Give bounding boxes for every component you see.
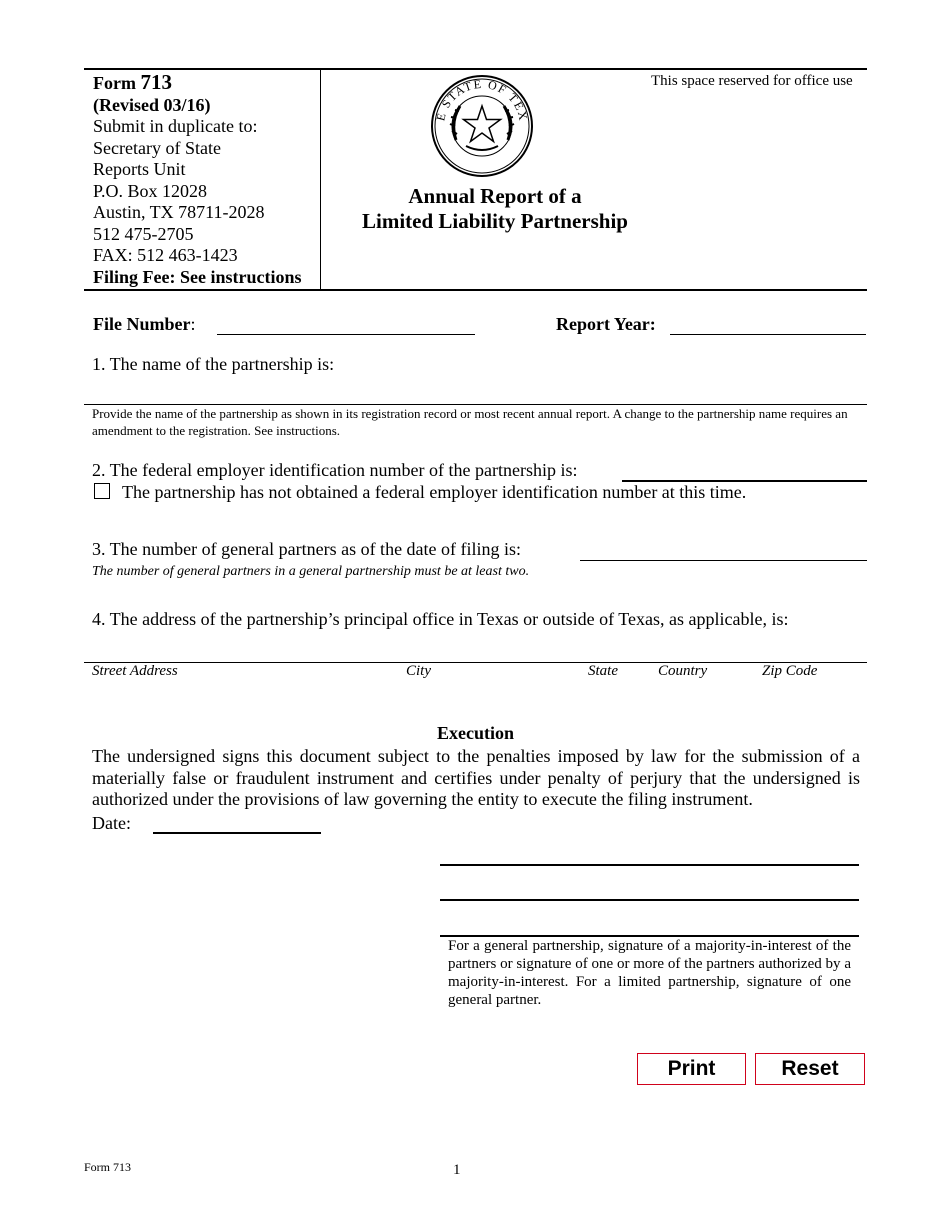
no-fein-label: The partnership has not obtained a federal employer identification number at this time. xyxy=(122,482,747,502)
no-fein-checkbox[interactable] xyxy=(94,483,110,499)
execution-heading: Execution xyxy=(436,723,514,743)
submit-line: 512 475-2705 xyxy=(93,223,194,244)
item1-note: Provide the name of the partnership as shown in its registration record or most recent annual report. A change to the partnership name requires an amendment to the registration. See instructions. xyxy=(92,406,848,438)
addr-zip-label: Zip Code xyxy=(762,663,818,679)
item4-label: 4. The address of the partnership’s principal office in Texas or outside of Texas, as applicable, is: xyxy=(92,609,789,629)
item3-note: The number of general partners in a general partnership must be at least two. xyxy=(92,564,530,579)
form-title: Annual Report of a Limited Liability Partnership xyxy=(361,184,628,233)
submission-info xyxy=(93,72,321,288)
svg-text:THE STATE OF TEXAS: E STATE OF TEX xyxy=(433,76,531,123)
principal-office-address-field[interactable] xyxy=(84,662,867,663)
signature-line-2[interactable] xyxy=(440,899,859,901)
execution-statement: The undersigned signs this document subject to the penalties imposed by law for the submission of a materially false or fraudulent instrument and certifies under penalty of perjury that the undersigned is authorized under the provisions of law governing the entity to execute the filing instrument. xyxy=(92,746,860,809)
page-number: 1 xyxy=(453,1162,461,1178)
report-year-field[interactable] xyxy=(670,334,866,335)
general-partners-count-field[interactable] xyxy=(580,560,867,561)
item1-label: 1. The name of the partnership is: xyxy=(92,354,335,374)
item2-label: 2. The federal employer identification number of the partnership is: xyxy=(92,460,578,480)
addr-state-label: State xyxy=(588,663,618,679)
date-field[interactable] xyxy=(153,832,321,834)
filing-fee: Filing Fee: See instructions xyxy=(93,266,302,287)
date-label: Date: xyxy=(92,813,131,833)
addr-country-label: Country xyxy=(658,663,708,679)
file-number-label: File Number: xyxy=(93,314,196,334)
footer-form-label: Form 713 xyxy=(84,1160,132,1174)
texas-state-seal xyxy=(430,74,534,178)
reset-button[interactable]: Reset xyxy=(755,1053,865,1085)
submit-line: Reports Unit xyxy=(93,159,186,179)
signature-line-1[interactable] xyxy=(440,864,859,866)
submit-line: Submit in duplicate to: xyxy=(93,116,258,136)
office-use-space: This space reserved for office use xyxy=(651,73,853,89)
submit-line: FAX: 512 463-1423 xyxy=(93,245,238,265)
header-bottom-rule xyxy=(84,289,867,291)
submit-line: Austin, TX 78711-2028 xyxy=(93,202,265,222)
revised-date: (Revised 03/16) xyxy=(93,94,211,115)
signature-note: For a general partnership, signature of a majority-in-interest of the partners or signature of one or more of the partners authorized by a majority-in-interest. For a limited partnership, signature of one general partner. xyxy=(448,938,851,1008)
form-number: Form 713 xyxy=(93,70,172,94)
submit-line: P.O. Box 12028 xyxy=(93,180,208,201)
addr-street-label: Street Address xyxy=(92,663,178,679)
header-top-rule xyxy=(84,68,867,70)
item3-label: 3. The number of general partners as of the date of filing is: xyxy=(92,539,522,559)
file-number-field[interactable] xyxy=(217,334,475,335)
submit-line: Secretary of State xyxy=(93,137,221,158)
addr-city-label: City xyxy=(406,663,431,679)
print-button[interactable]: Print xyxy=(637,1053,746,1085)
report-year-label: Report Year: xyxy=(556,314,656,334)
